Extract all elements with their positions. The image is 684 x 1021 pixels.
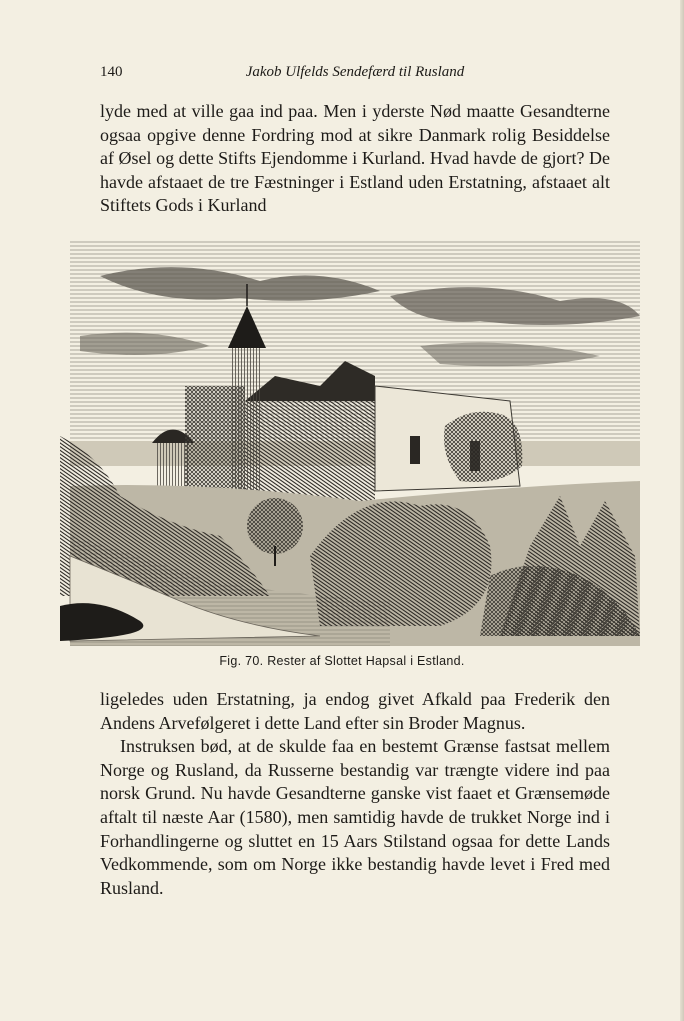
body-text-top <box>100 100 610 218</box>
page-number: 140 <box>100 64 123 80</box>
castle-ruin-engraving <box>60 236 644 646</box>
body-text-bottom <box>100 688 610 900</box>
page-edge <box>680 0 684 1021</box>
figure-caption: Fig. 70. Rester af Slottet Hapsal i Estland. <box>219 654 465 668</box>
running-header <box>100 64 610 84</box>
paragraph: ligeledes uden Erstatning, ja endog givet Afkald paa Frederik den Andens Arvefølgeret i dette Land efter sin Broder Magnus. <box>100 689 610 733</box>
paragraph: Instruksen bød, at de skulde faa en bestemt Grænse fastsat mellem Norge og Rusland, da Russerne bestandig var trængte videre ind paa norsk Grund. Nu havde Gesandterne ganske vist faaet et Grænsemøde aftalt til næste Aar (1580), men samtidig havde de trukket Norge ind i Forhandlingerne og sluttet en 15 Aars Stilstand ogsaa for dette Lands Vedkommende, som om Norge ikke bestandig havde levet i Fred med Rusland. <box>100 736 610 898</box>
paragraph: lyde med at ville gaa ind paa. Men i yderste Nød maatte Gesandterne ogsaa opgive denne Fordring mod at sikre Danmark rolig Besiddelse af Øsel og dette Stifts Ejendomme i Kurland. Hvad havde de gjort? De havde afstaaet de tre Fæstninger i Estland uden Erstatning, afstaaet alt Stiftets Gods i Kurland <box>100 101 610 216</box>
figure-engraving <box>60 236 644 646</box>
running-title: Jakob Ulfelds Sendefærd til Rusland <box>245 64 465 80</box>
